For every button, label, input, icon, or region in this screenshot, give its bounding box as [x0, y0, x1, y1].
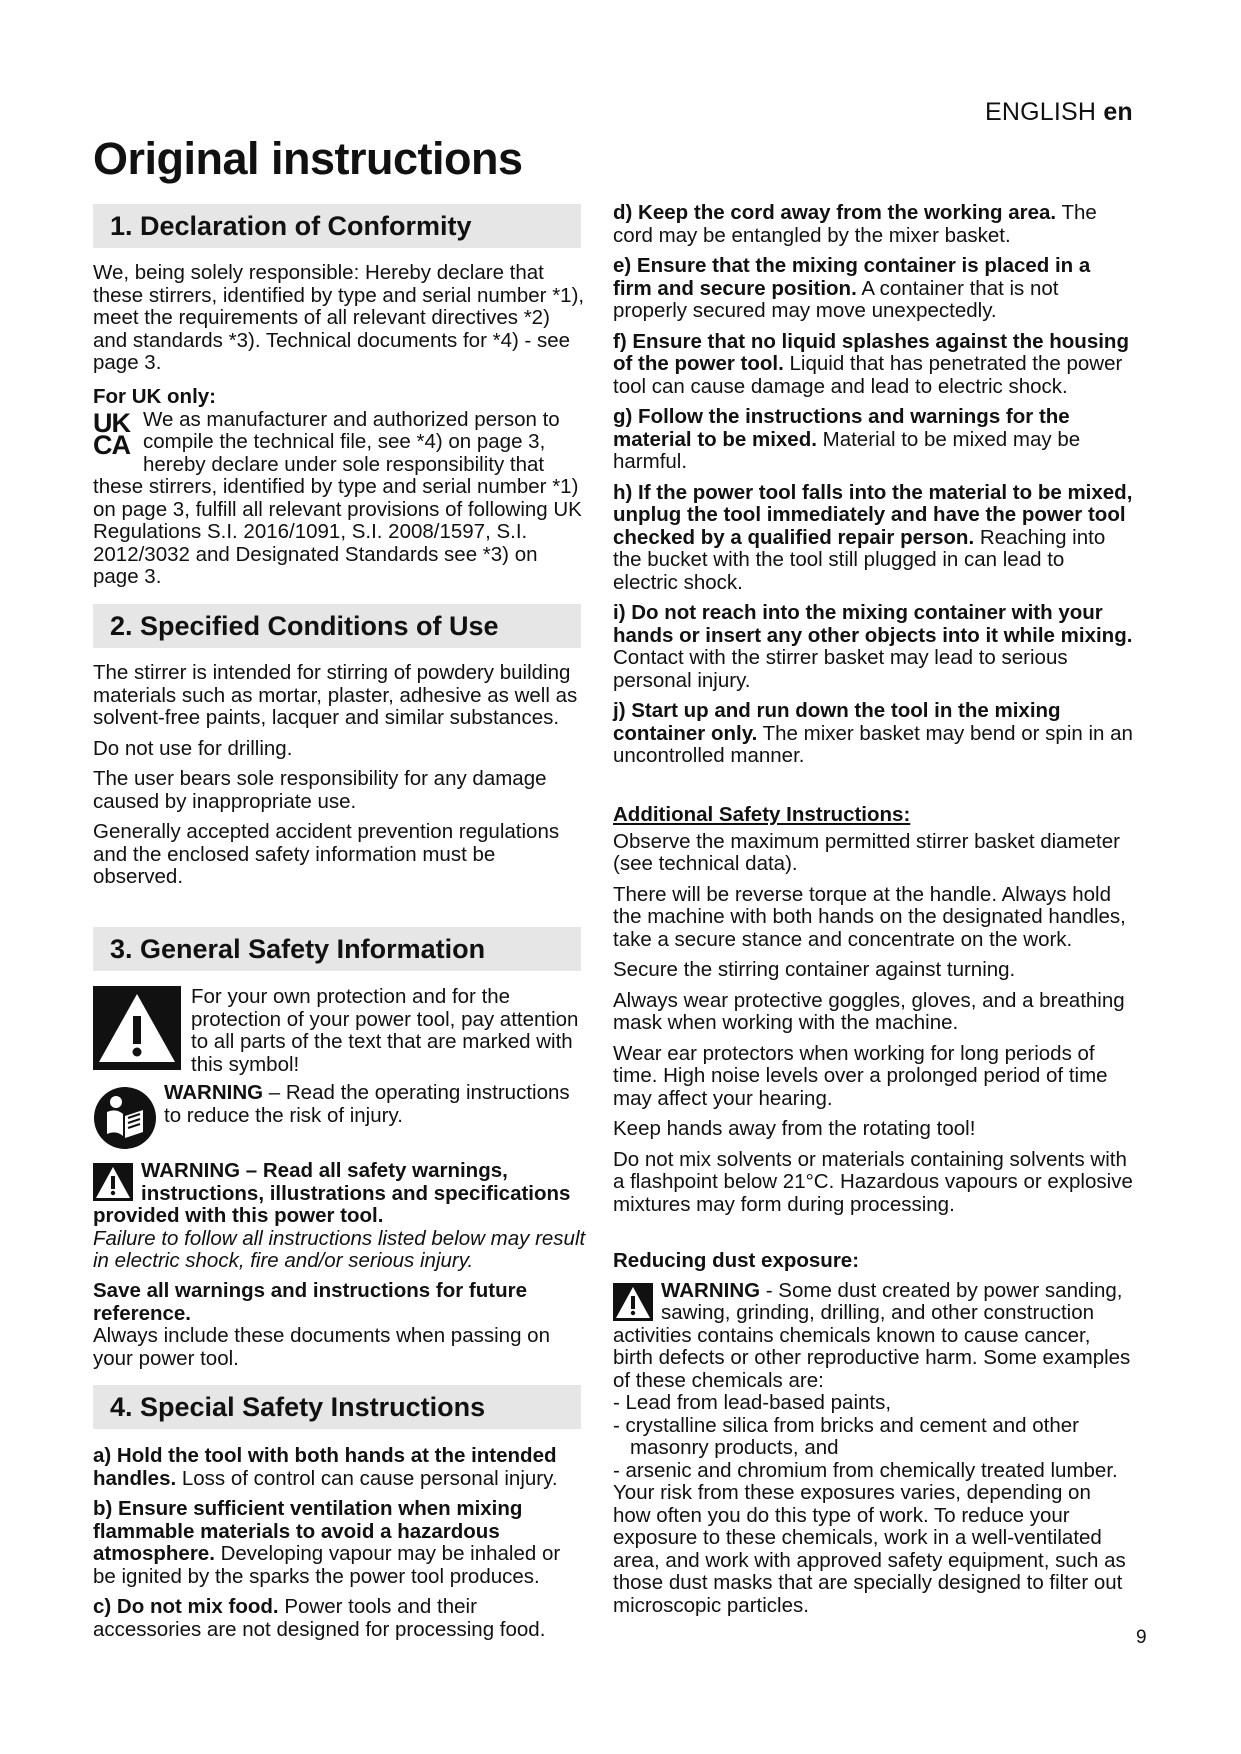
language-code: en — [1103, 98, 1133, 126]
instruction-d: d) Keep the cord away from the working area. The cord may be entangled by the mixer basket. — [613, 201, 1097, 247]
list-item: - crystalline silica from bricks and cement and other masonry products, and — [613, 1413, 1079, 1459]
page-title: Original instructions — [93, 133, 523, 184]
uk-heading: For UK only: — [93, 385, 216, 408]
additional-p4: Always wear protective goggles, gloves, and a breathing mask when working with the machine. — [613, 988, 1125, 1034]
conditions-p4: Generally accepted accident prevention regulations and the enclosed safety information must be observed. — [93, 820, 560, 888]
additional-heading: Additional Safety Instructions: — [613, 803, 911, 826]
instruction-h: h) If the power tool falls into the material to be mixed, unplug the tool immediately and have the power tool checked by a qualified repair person. Reaching into the bucket with the tool still plugged in can lead to electric shock. — [613, 480, 1133, 594]
dust-heading: Reducing dust exposure: — [613, 1249, 860, 1272]
additional-p1: Observe the maximum permitted stirrer basket diameter (see technical data). — [613, 829, 1120, 875]
additional-p2: There will be reverse torque at the handle. Always hold the machine with both hands on the designated handles, take a secure stance and concentrate on the work. — [613, 882, 1126, 951]
list-item: - arsenic and chromium from chemically treated lumber. — [613, 1458, 1118, 1482]
warning-small-icon — [93, 1163, 133, 1201]
additional-p6: Keep hands away from the rotating tool! — [613, 1117, 976, 1140]
section-header-special-safety: 4. Special Safety Instructions — [93, 1385, 581, 1429]
dust-warning: WARNING - Some dust created by power sanding, sawing, grinding, drilling, and other construction activities contains chemicals known to cause cancer, birth defects or other reproductive harm. Some examples of these chemicals are: — [613, 1278, 1131, 1392]
dust-closing: Your risk from these exposures varies, depending on how often you do this type of work. To reduce your exposure to these chemicals, work in a well-ventilated area, and work with approved safety equipment, such as those dust masks that are specially designed to filter out microscopic particles. — [613, 1481, 1126, 1617]
warning-triangle-icon — [93, 986, 181, 1070]
additional-p7: Do not mix solvents or materials containing solvents with a flashpoint below 21°C. Hazardous vapours or explosive mixtures may form during processing. — [613, 1147, 1133, 1216]
section-header-general-safety: 3. General Safety Information — [93, 927, 581, 971]
dust-section — [613, 1250, 1133, 1617]
language-label: ENGLISH en — [985, 98, 1133, 126]
warning-small-icon — [613, 1283, 653, 1321]
instruction-g: g) Follow the instructions and warnings for the material to be mixed. Material to be mixed may be harmful. — [613, 405, 1081, 473]
section-header-conditions: 2. Specified Conditions of Use — [93, 604, 581, 648]
save-instructions — [93, 1280, 586, 1370]
ukca-mark-icon: UK CA — [93, 407, 130, 460]
instruction-j: j) Start up and run down the tool in the mixing container only. The mixer basket may bend or spin in an uncontrolled manner. — [613, 699, 1133, 767]
instruction-i: i) Do not reach into the mixing container with your hands or insert any other objects into it while mixing. Contact with the stirrer basket may lead to serious personal injury. — [613, 601, 1133, 692]
main-warning-bold: WARNING – Read all safety warnings, instructions, illustrations and specifications provided with this power tool. — [93, 1159, 571, 1227]
instruction-a: a) Hold the tool with both hands at the intended handles. Loss of control can cause personal injury. — [93, 1444, 558, 1490]
list-item: - Lead from lead-based paints, — [613, 1391, 892, 1414]
uk-text: We as manufacturer and authorized person to compile the technical file, see *4) on page 3, hereby declare under sole responsibility that these stirrers, identified by type and serial number *1) on page 3, fulfill all relevant provisions of following UK Regulations S.I. 2016/1091, S.I. 2008/1597, S.I. 2012/3032 and Designated Standards see *3) on page 3. — [93, 407, 582, 588]
save-text: Always include these documents when passing on your power tool. — [93, 1324, 550, 1370]
instruction-f: f) Ensure that no liquid splashes against the housing of the power tool. Liquid that has penetrated the power tool can cause damage and lead to electric shock. — [613, 329, 1129, 398]
page-number: 9 — [1136, 1627, 1147, 1648]
instruction-e: e) Ensure that the mixing container is placed in a firm and secure position. A container that is not properly secured may move unexpectedly. — [613, 254, 1091, 322]
save-bold: Save all warnings and instructions for future reference. — [93, 1279, 527, 1325]
additional-p5: Wear ear protectors when working for long periods of time. High noise levels over a prolonged period of time may affect your hearing. — [613, 1041, 1108, 1110]
instruction-c: c) Do not mix food. Power tools and their accessories are not designed for processing food. — [93, 1595, 546, 1641]
section-header-declaration: 1. Declaration of Conformity — [93, 204, 581, 248]
uk-declaration — [93, 386, 586, 589]
main-warning-italic: Failure to follow all instructions listed below may result in electric shock, fire and/or serious injury. — [93, 1226, 586, 1272]
symbol-text: For your own protection and for the protection of your power tool, pay attention to all parts of the text that are marked with this symbol! — [191, 985, 579, 1076]
conditions-p2: Do not use for drilling. — [93, 736, 293, 760]
read-manual-icon — [93, 1086, 157, 1150]
declaration-text: We, being solely responsible: Hereby declare that these stirrers, identified by type and serial number *1), meet the requirements of all relevant directives *2) and standards *3). Technical documents for *4) - see page 3. — [93, 261, 585, 374]
main-warning — [93, 1160, 586, 1273]
conditions-p1: The stirrer is intended for stirring of powdery building materials such as mortar, plaster, adhesive as well as solvent-free paints, lacquer and similar substances. — [93, 661, 578, 729]
dust-list — [613, 1392, 1133, 1482]
conditions-p3: The user bears sole responsibility for any damage caused by inappropriate use. — [93, 767, 547, 813]
instruction-b: b) Ensure sufficient ventilation when mixing flammable materials to avoid a hazardous atmosphere. Developing vapour may be inhaled or be ignited by the sparks the power tool produces. — [93, 1497, 561, 1588]
read-warning: WARNING – Read the operating instructions to reduce the risk of injury. — [164, 1081, 570, 1127]
additional-p3: Secure the stirring container against turning. — [613, 958, 1016, 981]
